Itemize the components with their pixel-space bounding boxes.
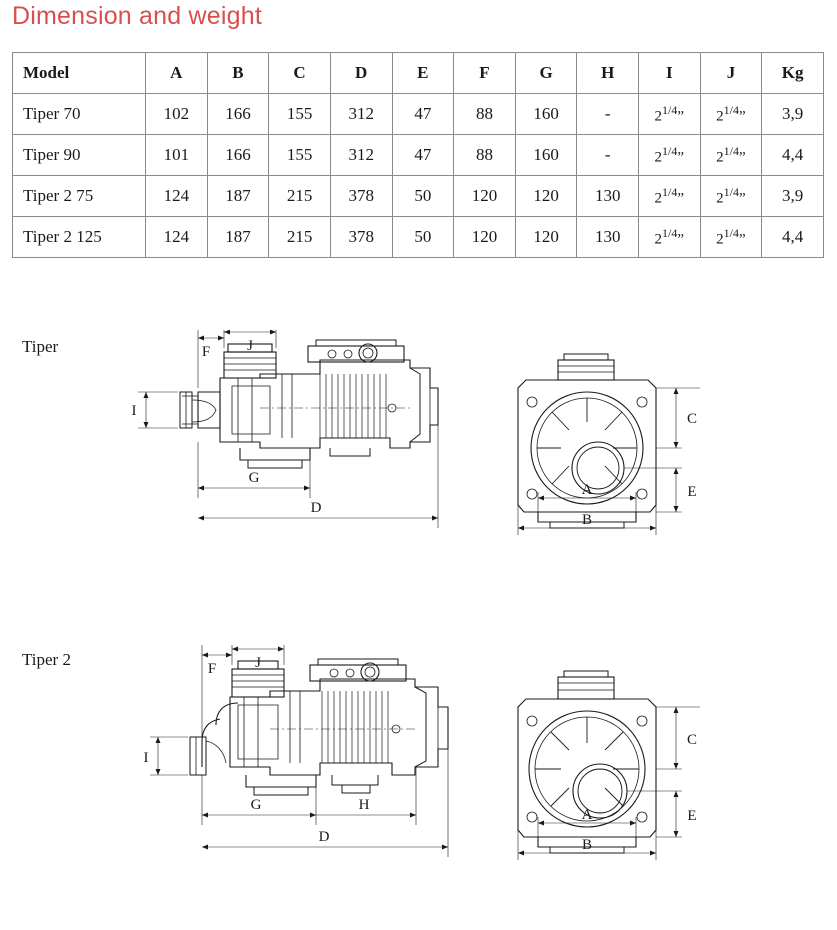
cell-g: 160: [515, 135, 577, 176]
cell-g: 120: [515, 176, 577, 217]
table-row: [13, 94, 824, 135]
cell-j-whole: 2: [716, 149, 724, 166]
dim-label-h: H: [358, 797, 370, 813]
cell-e: 50: [392, 217, 454, 258]
cell-c: 155: [269, 135, 331, 176]
cell-j-whole: 2: [716, 190, 724, 207]
cell-b: 166: [207, 94, 269, 135]
cell-i: [639, 94, 701, 135]
column-header-kg: Kg: [762, 53, 824, 94]
cell-model: Tiper 2 125: [13, 217, 146, 258]
cell-i-fraction: 1/4: [662, 184, 678, 199]
cell-a: 124: [146, 176, 208, 217]
table-row: [13, 217, 824, 258]
cell-j-fraction: 1/4: [723, 184, 740, 199]
cell-i-unit: ”: [677, 108, 685, 125]
dim-label-f: F: [207, 661, 217, 677]
cell-j-unit: ”: [739, 190, 746, 207]
cell-e: 50: [392, 176, 454, 217]
dim-label-d: D: [310, 500, 322, 516]
dim-label-c: C: [686, 732, 698, 748]
dim-label-e: E: [687, 808, 697, 824]
cell-j-whole: 2: [716, 231, 724, 248]
cell-i-unit: ”: [677, 149, 685, 166]
column-header-c: C: [269, 53, 331, 94]
column-header-i: I: [639, 53, 701, 94]
cell-j: [700, 176, 762, 217]
cell-c: 215: [269, 176, 331, 217]
cell-i-whole: 2: [654, 190, 663, 207]
cell-model: Tiper 2 75: [13, 176, 146, 217]
cell-j-fraction: 1/4: [723, 102, 740, 117]
cell-e: 47: [392, 135, 454, 176]
cell-f: 120: [454, 217, 516, 258]
figure-label-tiper-2: Tiper 2: [22, 650, 71, 669]
column-header-h: H: [577, 53, 639, 94]
cell-c: 215: [269, 217, 331, 258]
cell-b: 166: [207, 135, 269, 176]
cell-i-fraction: 1/4: [662, 225, 678, 240]
dim-label-j: J: [247, 338, 253, 354]
cell-d: 378: [330, 176, 392, 217]
column-header-model: Model: [13, 53, 146, 94]
cell-j-fraction: 1/4: [723, 225, 740, 240]
cell-model: Tiper 90: [13, 135, 146, 176]
column-header-d: D: [330, 53, 392, 94]
cell-model: Tiper 70: [13, 94, 146, 135]
column-header-e: E: [392, 53, 454, 94]
column-header-f: F: [454, 53, 516, 94]
cell-j-whole: 2: [716, 108, 724, 125]
cell-b: 187: [207, 217, 269, 258]
table-row: [13, 135, 824, 176]
cell-i-unit: ”: [677, 231, 685, 248]
cell-j: [700, 217, 762, 258]
cell-a: 102: [146, 94, 208, 135]
dim-label-j: J: [255, 655, 261, 671]
dim-label-g: G: [248, 470, 260, 486]
cell-f: 88: [454, 135, 516, 176]
dim-label-b: B: [581, 837, 593, 853]
dim-label-f: F: [201, 344, 211, 360]
dim-label-c: C: [686, 411, 698, 427]
column-header-g: G: [515, 53, 577, 94]
cell-j: [700, 135, 762, 176]
dim-label-a: A: [581, 482, 593, 498]
cell-a: 101: [146, 135, 208, 176]
cell-kg: 4,4: [762, 217, 824, 258]
table-header-row: [13, 53, 824, 94]
dim-label-g: G: [250, 797, 262, 813]
cell-d: 378: [330, 217, 392, 258]
dim-label-d: D: [318, 829, 330, 845]
dim-label-b: B: [581, 512, 593, 528]
cell-i: [639, 217, 701, 258]
cell-g: 160: [515, 94, 577, 135]
dim-label-i: I: [131, 403, 137, 419]
cell-i: [639, 135, 701, 176]
cell-h: 130: [577, 217, 639, 258]
cell-i-unit: ”: [677, 190, 685, 207]
cell-h: -: [577, 94, 639, 135]
dim-label-a: A: [581, 807, 593, 823]
table-row: [13, 176, 824, 217]
cell-i-whole: 2: [654, 231, 663, 248]
cell-kg: 4,4: [762, 135, 824, 176]
cell-i: [639, 176, 701, 217]
dimension-table-wrapper: [12, 52, 824, 258]
figure-tiper: [120, 330, 720, 600]
cell-j: [700, 94, 762, 135]
figure-label-tiper: Tiper: [22, 337, 59, 356]
cell-i-fraction: 1/4: [662, 143, 678, 158]
figure-tiper-2: [120, 645, 720, 930]
cell-d: 312: [330, 135, 392, 176]
cell-c: 155: [269, 94, 331, 135]
cell-g: 120: [515, 217, 577, 258]
cell-h: -: [577, 135, 639, 176]
cell-j-unit: ”: [739, 108, 746, 125]
column-header-j: J: [700, 53, 762, 94]
cell-i-fraction: 1/4: [662, 102, 678, 117]
dim-label-e: E: [687, 484, 697, 500]
cell-f: 120: [454, 176, 516, 217]
cell-i-whole: 2: [654, 149, 663, 166]
column-header-b: B: [207, 53, 269, 94]
cell-a: 124: [146, 217, 208, 258]
dimension-weight-table: [12, 52, 824, 258]
page-title: Dimension and weight: [12, 2, 262, 30]
cell-d: 312: [330, 94, 392, 135]
cell-j-unit: ”: [739, 149, 746, 166]
cell-i-whole: 2: [654, 108, 663, 125]
cell-kg: 3,9: [762, 176, 824, 217]
cell-j-unit: ”: [739, 231, 746, 248]
cell-h: 130: [577, 176, 639, 217]
cell-e: 47: [392, 94, 454, 135]
cell-b: 187: [207, 176, 269, 217]
cell-f: 88: [454, 94, 516, 135]
cell-kg: 3,9: [762, 94, 824, 135]
cell-j-fraction: 1/4: [723, 143, 740, 158]
column-header-a: A: [146, 53, 208, 94]
dim-label-i: I: [143, 750, 149, 766]
